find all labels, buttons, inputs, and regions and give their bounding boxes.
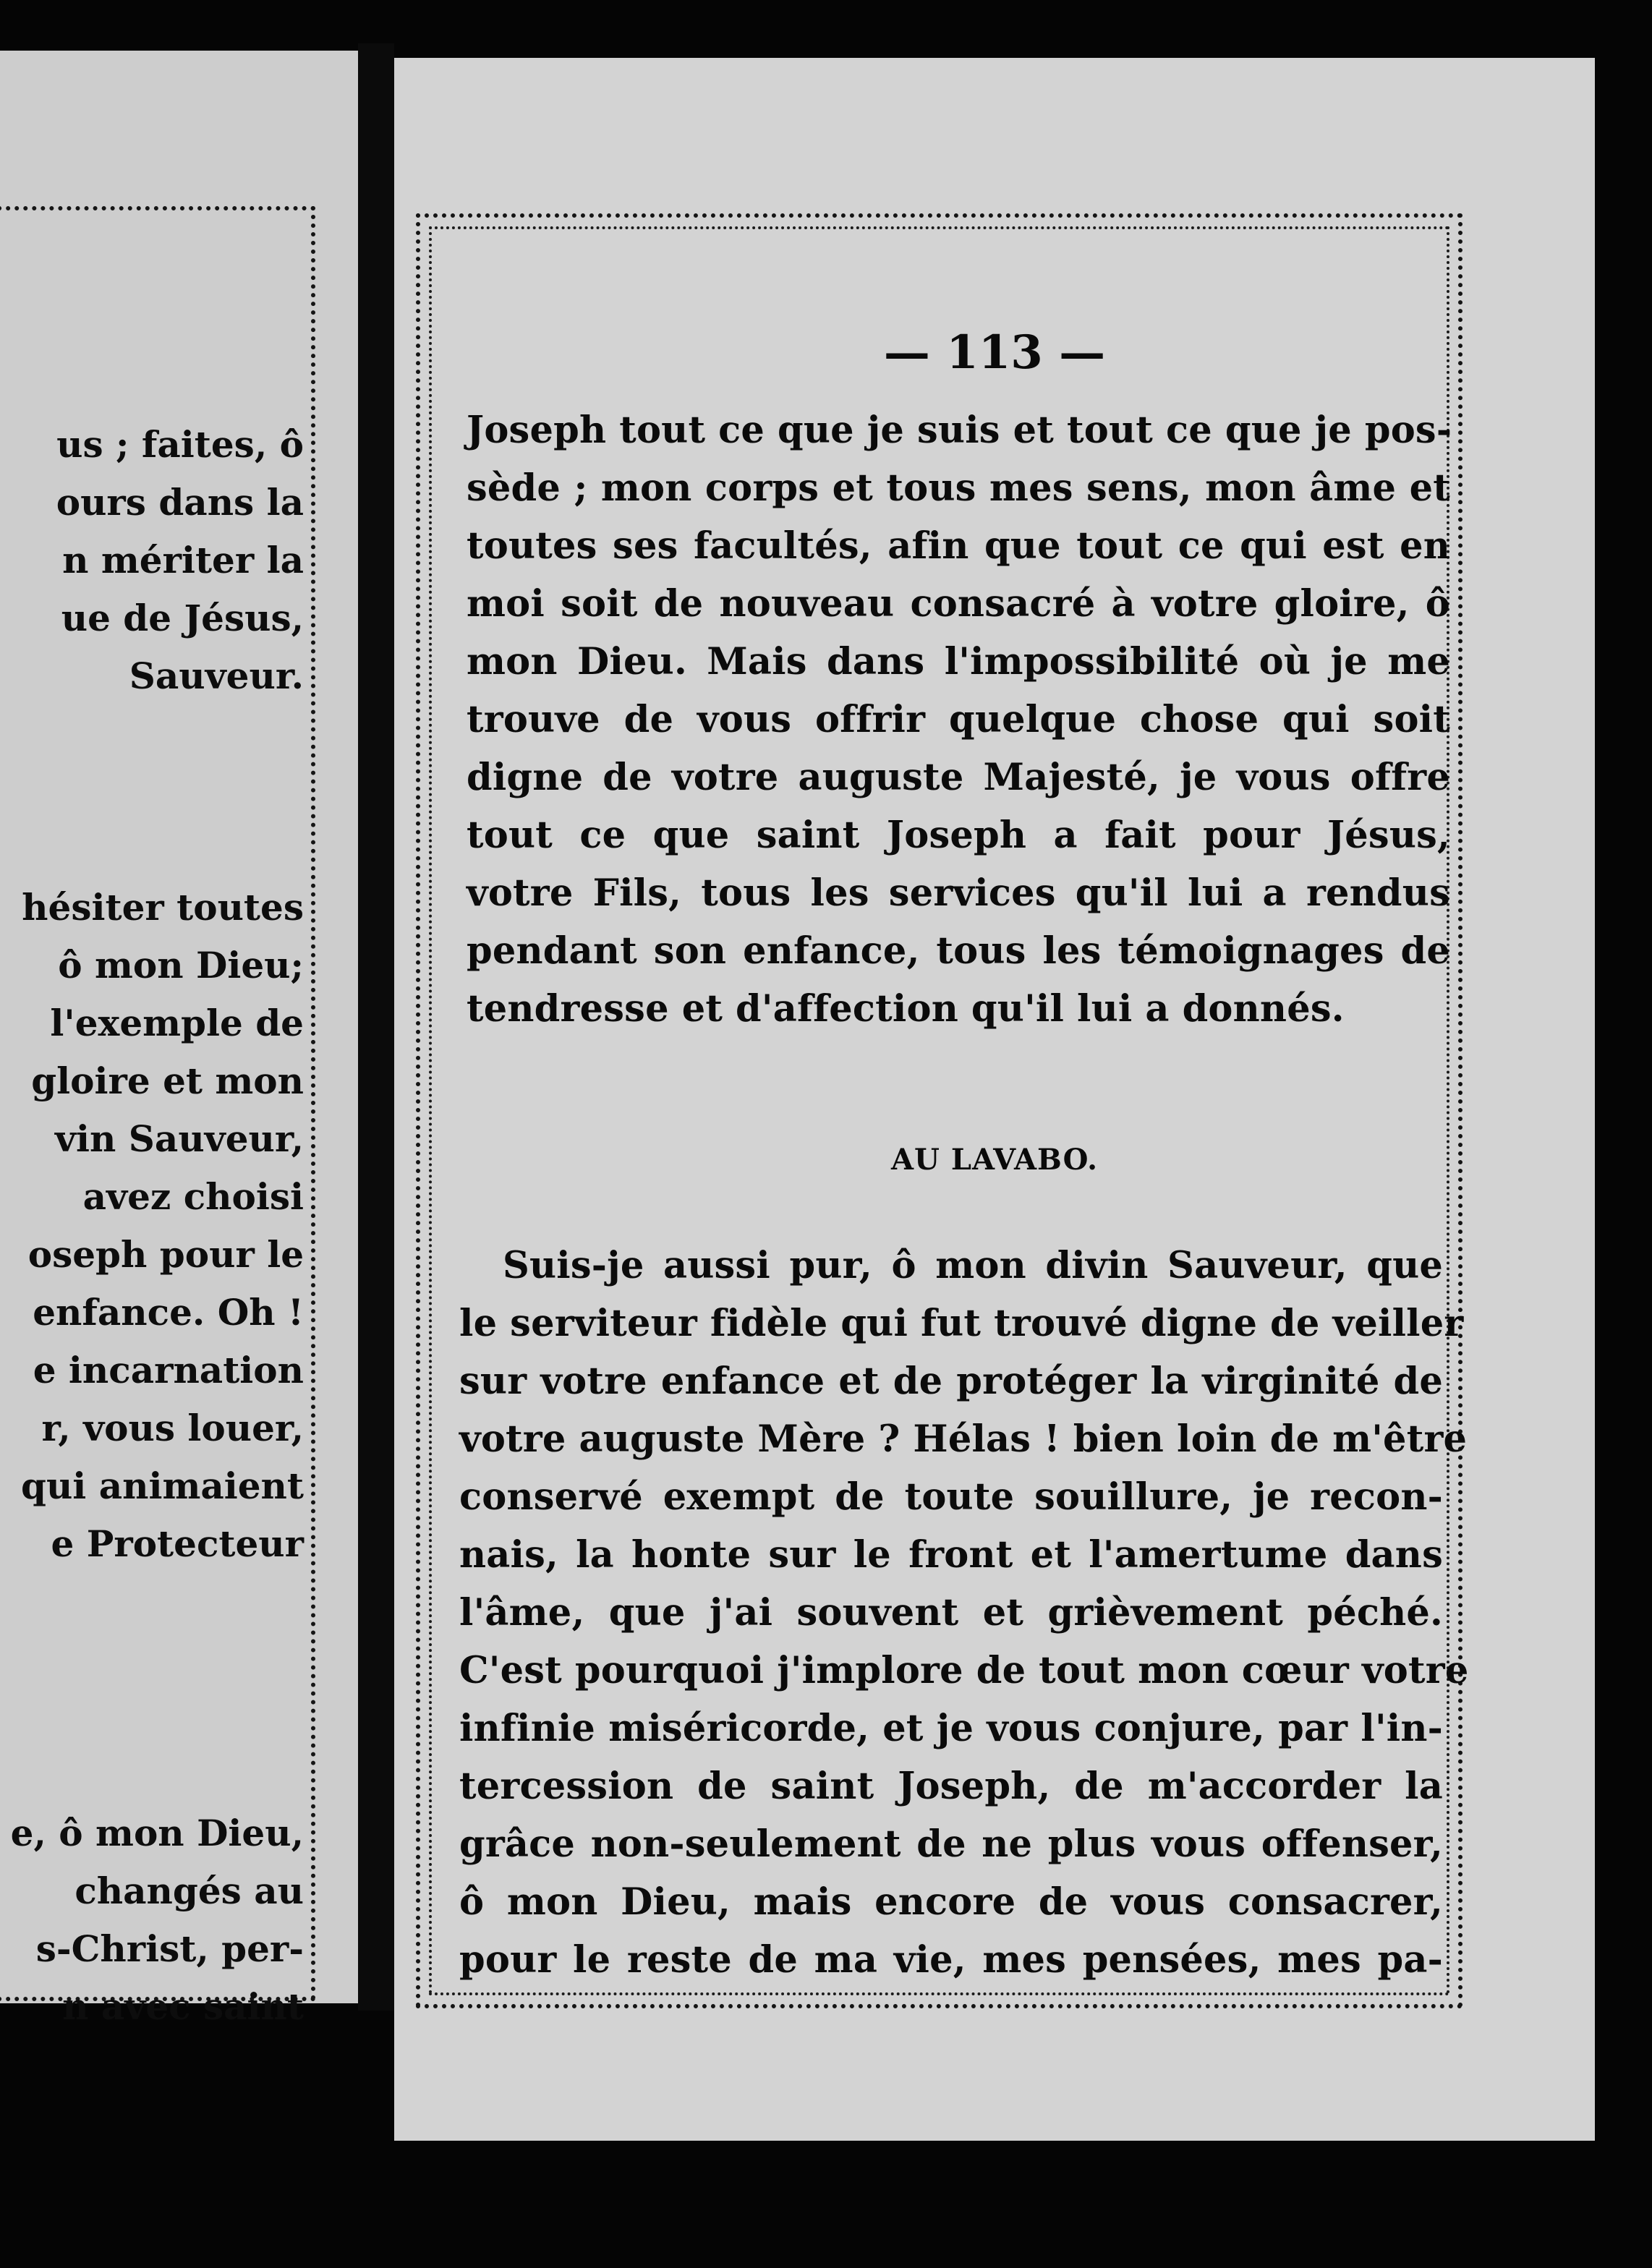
left-line: l'exemple de bbox=[50, 1002, 304, 1044]
left-line: hésiter toutes bbox=[22, 886, 304, 929]
paragraph1-line: sède ; mon corps et tous mes sens, mon âme et bbox=[467, 466, 1450, 510]
section-heading: AU LAVABO. bbox=[890, 1143, 1099, 1177]
left-line: e Protecteur bbox=[51, 1522, 304, 1565]
paragraph2-line: conservé exempt de toute souillure, je recon- bbox=[459, 1475, 1443, 1519]
paragraph1-line: mon Dieu. Mais dans l'impossibilité où je me bbox=[467, 640, 1450, 683]
left-line: oseph pour le bbox=[27, 1233, 304, 1276]
left-page bbox=[0, 51, 358, 2028]
left-line: qui animaient bbox=[20, 1465, 304, 1507]
paragraph2-line: grâce non-seulement de ne plus vous offenser, bbox=[459, 1822, 1443, 1866]
left-line: r, vous louer, bbox=[41, 1407, 304, 1449]
paragraph2-line: tercession de saint Joseph, de m'accorder la bbox=[459, 1765, 1443, 1808]
paragraph2-line: C'est pourquoi j'implore de tout mon cœur votre bbox=[459, 1649, 1469, 1692]
left-line bbox=[0, 1689, 304, 1747]
left-line bbox=[0, 1631, 304, 1689]
paragraph1-line: tout ce que saint Joseph a fait pour Jésus, bbox=[467, 814, 1450, 857]
paragraph2-line: le serviteur fidèle qui fut trouvé digne de veiller bbox=[459, 1302, 1464, 1345]
paragraph2-line: nais, la honte sur le front et l'amertume dans bbox=[459, 1533, 1443, 1577]
left-line bbox=[0, 1573, 304, 1631]
paragraph1-line: moi soit de nouveau consacré à votre gloire, ô bbox=[467, 582, 1450, 626]
paragraph1-line: toutes ses facultés, afin que tout ce qui est en bbox=[467, 524, 1450, 568]
left-line: vin Sauveur, bbox=[55, 1117, 304, 1160]
page-number: — 113 — bbox=[883, 325, 1106, 380]
left-line: e, ô mon Dieu, bbox=[10, 1812, 304, 1854]
paragraph2-line: ô mon Dieu, mais encore de vous consacrer, bbox=[459, 1880, 1443, 1924]
book-gutter bbox=[358, 43, 394, 2011]
left-line: Sauveur. bbox=[129, 655, 304, 697]
left-line: us ; faites, ô bbox=[56, 423, 304, 466]
paragraph2-line: Suis-je aussi pur, ô mon divin Sauveur, que bbox=[503, 1244, 1443, 1287]
left-line: e incarnation bbox=[33, 1349, 304, 1391]
left-line: changés au bbox=[74, 1870, 304, 1912]
left-line bbox=[0, 1747, 304, 1804]
left-line: ours dans la bbox=[56, 481, 304, 524]
paragraph1-line: pendant son enfance, tous les témoignages de bbox=[467, 929, 1450, 973]
left-line: n avec saint bbox=[62, 1985, 304, 2028]
left-line: ue de Jésus, bbox=[61, 597, 304, 639]
paragraph2-line: votre auguste Mère ? Hélas ! bien loin de m'être bbox=[459, 1418, 1468, 1461]
left-page-text bbox=[0, 416, 304, 2036]
left-line: n mériter la bbox=[62, 539, 304, 581]
paragraph1-line: Joseph tout ce que je suis et tout ce que je pos- bbox=[467, 409, 1452, 452]
paragraph2-line: sur votre enfance et de protéger la virginité de bbox=[459, 1360, 1443, 1403]
paragraph2-line: l'âme, que j'ai souvent et grièvement péché. bbox=[459, 1591, 1443, 1634]
left-line: s-Christ, per- bbox=[35, 1927, 304, 1970]
paragraph1-line: votre Fils, tous les services qu'il lui a rendus bbox=[467, 871, 1450, 915]
left-line: gloire et mon bbox=[31, 1060, 304, 1102]
right-page bbox=[394, 58, 1595, 2141]
left-line bbox=[0, 763, 304, 821]
left-line: avez choisi bbox=[82, 1175, 304, 1218]
paragraph1-line: digne de votre auguste Majesté, je vous offre bbox=[467, 756, 1450, 799]
left-line: ô mon Dieu; bbox=[58, 944, 304, 986]
paragraph1-line: trouve de vous offrir quelque chose qui soit bbox=[467, 698, 1450, 741]
left-line bbox=[0, 705, 304, 763]
paragraph1-line: tendresse et d'affection qu'il lui a donnés. bbox=[467, 987, 1345, 1031]
paragraph2-line: pour le reste de ma vie, mes pensées, mes pa- bbox=[459, 1938, 1443, 1982]
left-line bbox=[0, 821, 304, 879]
left-line: enfance. Oh ! bbox=[33, 1291, 304, 1334]
paragraph2-line: infinie miséricorde, et je vous conjure, par l'in- bbox=[459, 1707, 1443, 1750]
